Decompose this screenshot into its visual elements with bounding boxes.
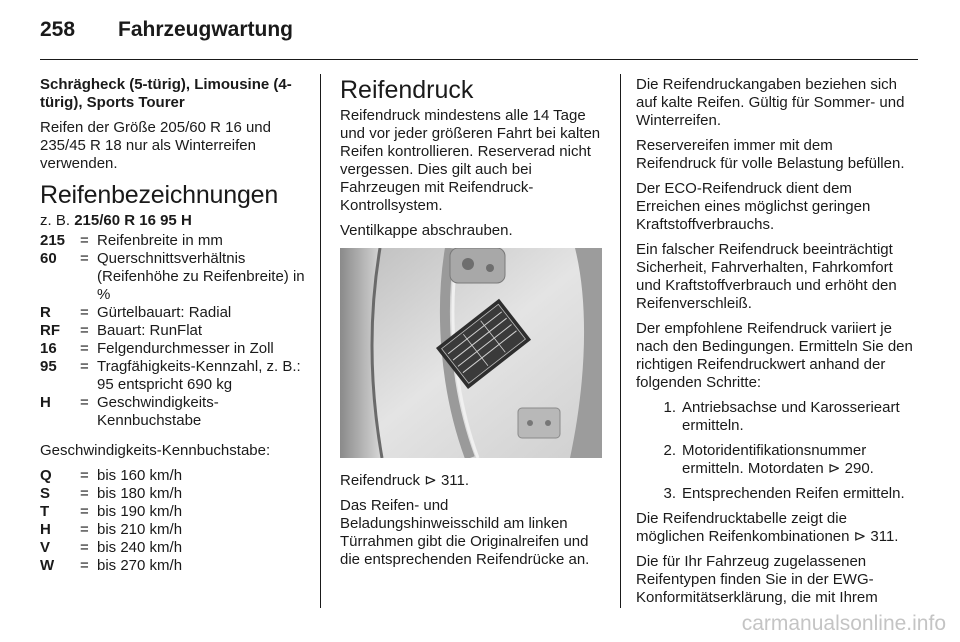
speed-row: W = bis 270 km/h xyxy=(40,557,183,574)
definition-row: R = Gürtelbauart: Radial xyxy=(40,304,232,321)
cold-tyres-paragraph: Die Reifendruckangaben beziehen sich auf kalte Reifen. Gültig für Sommer- und Winterreifen. xyxy=(636,76,905,129)
tyre-label-paragraph: Das Reifen- und Beladungshinweisschild am linken Türrahmen gibt die Originalreifen und die entsprechenden Reifendrücke an. xyxy=(340,497,590,568)
example-code: 215/60 R 16 95 H xyxy=(74,212,192,229)
definition-row: 60 = Querschnittsverhältnis (Reifenhöhe zu Reifenbreite) in % xyxy=(40,250,305,303)
page-title: Fahrzeugwartung xyxy=(118,18,294,41)
example-line: z. B. 215/60 R 16 95 H xyxy=(40,212,192,229)
definition-row: 215 = Reifenbreite in mm xyxy=(40,232,223,249)
right-column xyxy=(636,76,916,614)
wrong-pressure-paragraph: Ein falscher Reifendruck beeinträchtigt Sicherheit, Fahrverhalten, Fahrkomfort und Kraftstoffverbrauch und erhöht den Reifenverschleiß. xyxy=(636,241,897,312)
check-pressure-paragraph: Reifendruck mindestens alle 14 Tage und vor jeder größeren Fahrt bei kalten Reifen kontrollieren. Reserverad nicht vergessen. Dies gilt auch bei Fahrzeugen mit Reifendruck-Kontrollsystem. xyxy=(340,107,601,214)
spare-tyre-paragraph: Reservereifen immer mit dem Reifendruck für volle Belastung befüllen. xyxy=(636,137,905,172)
page-header xyxy=(40,14,918,54)
column-divider-left xyxy=(320,74,321,608)
step-item: 3. Entsprechenden Reifen ermitteln. xyxy=(663,485,905,502)
speed-row: T = bis 190 km/h xyxy=(40,503,183,520)
steps-list xyxy=(636,399,916,503)
definition-row: 16 = Felgendurchmesser in Zoll xyxy=(40,340,274,357)
definition-row: H = Geschwindigkeits-Kennbuchstabe xyxy=(40,394,219,429)
definition-row: 95 = Tragfähigkeits-Kennzahl, z. B.: 95 entspricht 690 kg xyxy=(40,358,301,393)
eco-pressure-paragraph: Der ECO-Reifendruck dient dem Erreichen eines möglichst geringen Kraftstoffverbrauchs. xyxy=(636,180,871,233)
header-rule xyxy=(40,59,918,60)
tyre-label-photo xyxy=(340,248,602,458)
recommended-pressure-paragraph: Der empfohlene Reifendruck variiert je nach den Bedingungen. Ermitteln Sie den richtigen Reifendruckwert anhand der folgenden Schritte: xyxy=(636,320,913,391)
section-title-tyre-pressure: Reifendruck xyxy=(340,76,474,104)
speed-letter-intro: Geschwindigkeits-Kennbuchstabe: xyxy=(40,442,271,459)
valve-cap-instruction: Ventilkappe abschrauben. xyxy=(340,222,513,239)
section-title-tyre-designations: Reifenbezeichnungen xyxy=(40,181,279,209)
left-column xyxy=(40,76,310,587)
speed-definition-list xyxy=(40,467,310,575)
step-item: 1. Antriebsachse und Karosserieart ermitteln. xyxy=(663,399,900,434)
speed-row: Q = bis 160 km/h xyxy=(40,467,183,484)
definition-row: RF = Bauart: RunFlat xyxy=(40,322,203,339)
speed-row: S = bis 180 km/h xyxy=(40,485,183,502)
subheading-body-types: Schrägheck (5-türig), Limousine (4-türig), Sports Tourer xyxy=(40,76,292,111)
speed-row: H = bis 210 km/h xyxy=(40,521,183,538)
code-definition-list xyxy=(40,232,310,430)
watermark: carmanualsonline.info xyxy=(741,612,946,635)
column-divider-right xyxy=(620,74,621,608)
winter-tyre-note: Reifen der Größe 205/60 R 16 und 235/45 R 18 nur als Winterreifen verwenden. xyxy=(40,119,271,172)
pressure-table-paragraph: Die Reifendrucktabelle zeigt die möglichen Reifenkombinationen ⊳ 311. xyxy=(636,510,899,545)
step-item: 2. Motoridentifikationsnummer ermitteln. Motordaten ⊳ 290. xyxy=(663,442,874,477)
page-number: 258 xyxy=(40,18,76,41)
middle-column xyxy=(340,76,604,576)
approved-tyres-paragraph: Die für Ihr Fahrzeug zugelassenen Reifentypen finden Sie in der EWG-Konformitätserklärung, die mit Ihrem xyxy=(636,553,878,606)
tyre-pressure-reference: Reifendruck ⊳ 311. xyxy=(340,472,470,489)
speed-row: V = bis 240 km/h xyxy=(40,539,183,556)
